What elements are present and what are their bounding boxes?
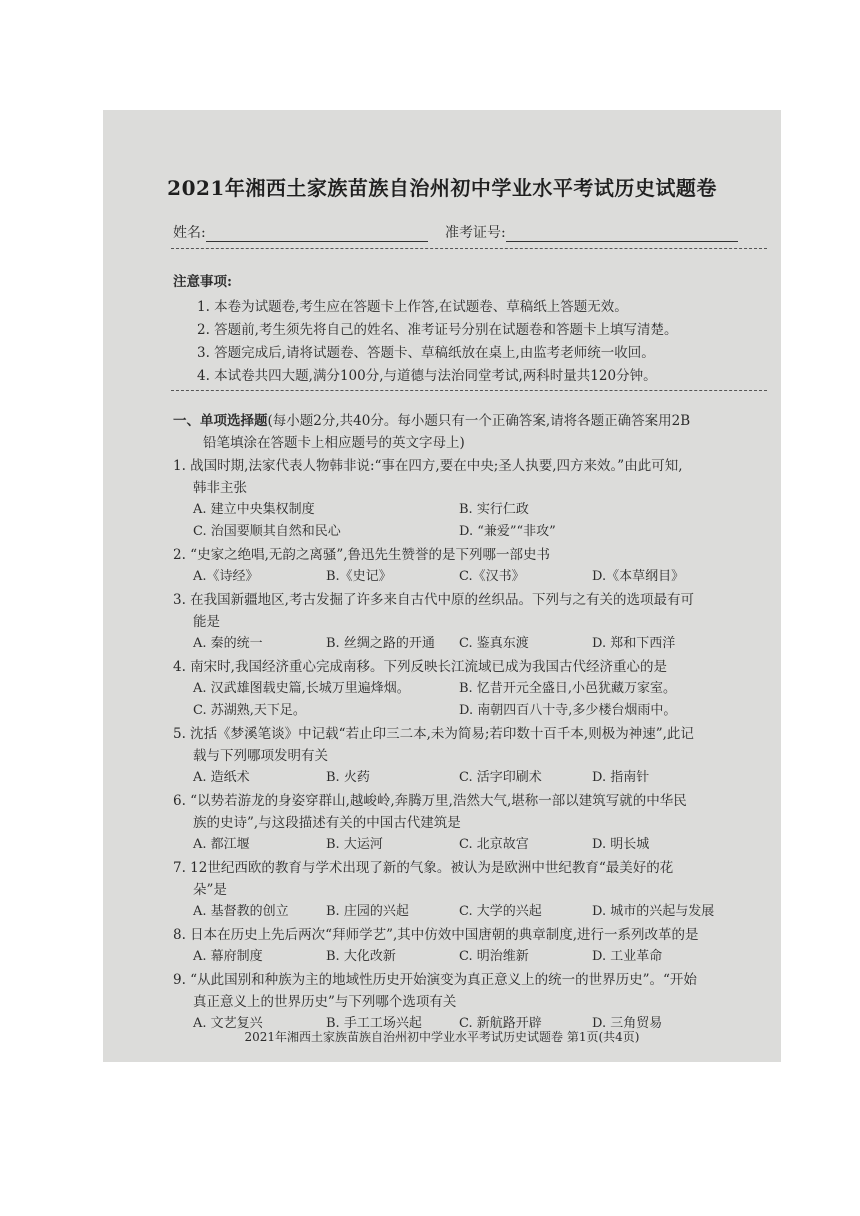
exam-number-blank [506, 227, 738, 242]
option-b: B. 实行仁政 [459, 502, 529, 517]
option-d: D.《本草纲目》 [592, 569, 685, 584]
question-text: 8. 日本在历史上先后两次“拜师学艺”,其中仿效中国唐朝的典章制度,进行一系列改革的是 [173, 927, 699, 943]
option-b: B. 庄园的兴起 [326, 904, 409, 919]
exam-paper [103, 110, 781, 1062]
option-a: A. 汉武雄图载史篇,长城万里遍烽烟。 [193, 681, 410, 696]
option-c: C. 鉴真东渡 [459, 636, 529, 651]
section-instructions: (每小题2分,共40分。每小题只有一个正确答案,请将各题正确答案用2B [267, 413, 691, 429]
option-d: D. 城市的兴起与发展 [592, 904, 715, 919]
note-item: 2. 答题前,考生须先将自己的姓名、准考证号分别在试题卷和答题卡上填写清楚。 [197, 322, 678, 338]
option-a: A. 建立中央集权制度 [193, 502, 315, 517]
question-6 [173, 790, 773, 856]
question-3 [173, 589, 773, 655]
option-b: B. 火药 [326, 770, 370, 785]
option-d: D. 指南针 [592, 770, 650, 785]
option-c: C. 治国要顺其自然和民心 [193, 524, 341, 539]
option-d: D. 郑和下西洋 [592, 636, 676, 651]
option-row [193, 633, 773, 655]
question-8 [173, 924, 773, 968]
option-c: C. 新航路开辟 [459, 1016, 542, 1031]
option-a: A. 幕府制度 [193, 949, 263, 964]
option-row [193, 521, 773, 543]
name-blank [206, 227, 428, 242]
option-a: A. 文艺复兴 [193, 1016, 263, 1031]
question-1 [173, 455, 773, 543]
option-d: D. “兼爱”“非攻” [459, 524, 556, 539]
option-c: C. 活字印刷术 [459, 770, 542, 785]
question-text: 韩非主张 [193, 480, 247, 496]
exam-number-field [445, 222, 738, 242]
option-d: D. 工业革命 [592, 949, 663, 964]
question-4 [173, 656, 773, 722]
note-item: 3. 答题完成后,请将试题卷、答题卡、草稿纸放在桌上,由监考老师统一收回。 [197, 345, 655, 361]
option-a: A. 都江堰 [193, 837, 250, 852]
question-text: 1. 战国时期,法家代表人物韩非说:“事在四方,要在中央;圣人执要,四方来效。”由此可知, [173, 458, 683, 474]
section-heading: 一、单项选择题 [173, 413, 268, 429]
question-text: 族的史诗”,与这段描述有关的中国古代建筑是 [193, 815, 461, 831]
question-text: 6. “以势若游龙的身姿穿群山,越峻岭,奔腾万里,浩然大气,堪称一部以建筑写就的中华民 [173, 793, 687, 809]
option-c: C. 北京故宫 [459, 837, 529, 852]
question-text: 9. “从此国别和种族为主的地域性历史开始演变为真正意义上的统一的世界历史”。“开始 [173, 972, 697, 988]
question-text: 真正意义上的世界历史”与下列哪个选项有关 [193, 994, 457, 1010]
option-row [193, 678, 773, 700]
option-d: D. 南朝四百八十寺,多少楼台烟雨中。 [459, 703, 677, 718]
option-d: D. 三角贸易 [592, 1016, 663, 1031]
notes-heading: 注意事项: [173, 274, 232, 290]
option-b: B. 丝绸之路的开通 [326, 636, 435, 651]
question-text: 5. 沈括《梦溪笔谈》中记载“若止印三二本,未为简易;若印数十百千本,则极为神速”,此记 [173, 726, 694, 742]
option-c: C.《汉书》 [459, 569, 525, 584]
note-item: 4. 本试卷共四大题,满分100分,与道德与法治同堂考试,两科时量共120分钟。 [197, 368, 657, 384]
option-c: C. 明治维新 [459, 949, 529, 964]
exam-number-label: 准考证号: [445, 225, 506, 241]
question-text: 能是 [193, 614, 220, 630]
question-2 [173, 544, 773, 588]
option-b: B. 手工工场兴起 [326, 1016, 422, 1031]
divider-bottom [171, 390, 767, 391]
option-a: A. 造纸术 [193, 770, 250, 785]
option-row [193, 946, 773, 968]
option-a: A.《诗经》 [193, 569, 259, 584]
option-row [193, 499, 773, 521]
question-text: 7. 12世纪西欧的教育与学术出现了新的气象。被认为是欧洲中世纪教育“最美好的花 [173, 860, 674, 876]
section-heading-line [173, 410, 773, 432]
option-row [193, 901, 773, 923]
notes-block [173, 270, 677, 388]
question-5 [173, 723, 773, 789]
question-text: 4. 南宋时,我国经济重心完成南移。下列反映长江流域已成为我国古代经济重心的是 [173, 659, 667, 675]
option-b: B.《史记》 [326, 569, 392, 584]
page-title: 2021年湘西土家族苗族自治州初中学业水平考试历史试题卷 [167, 176, 717, 200]
option-b: B. 大运河 [326, 837, 383, 852]
name-label: 姓名: [173, 225, 206, 241]
divider-top [171, 248, 767, 249]
name-field [173, 222, 428, 242]
question-9 [173, 969, 773, 1035]
option-b: B. 忆昔开元全盛日,小邑犹藏万家室。 [459, 681, 676, 696]
question-text: 朵”是 [193, 882, 227, 898]
option-c: C. 苏湖熟,天下足。 [193, 703, 306, 718]
option-d: D. 明长城 [592, 837, 650, 852]
section-instructions-cont: 铅笔填涂在答题卡上相应题号的英文字母上) [203, 435, 465, 451]
option-row [193, 566, 773, 588]
question-7 [173, 857, 773, 923]
page-footer: 2021年湘西土家族苗族自治州初中学业水平考试历史试题卷 第1页(共4页) [244, 1030, 640, 1044]
note-item: 1. 本卷为试题卷,考生应在答题卡上作答,在试题卷、草稿纸上答题无效。 [197, 299, 628, 315]
question-text: 2. “史家之绝唱,无韵之离骚”,鲁迅先生赞誉的是下列哪一部史书 [173, 547, 551, 563]
option-b: B. 大化改新 [326, 949, 396, 964]
question-text: 3. 在我国新疆地区,考古发掘了许多来自古代中原的丝织品。下列与之有关的选项最有可 [173, 592, 694, 608]
option-row [193, 767, 773, 789]
option-c: C. 大学的兴起 [459, 904, 542, 919]
option-row [193, 834, 773, 856]
question-text: 载与下列哪项发明有关 [193, 748, 328, 764]
option-a: A. 秦的统一 [193, 636, 263, 651]
option-a: A. 基督教的创立 [193, 904, 289, 919]
multiple-choice-section [173, 410, 773, 1035]
option-row [193, 700, 773, 722]
